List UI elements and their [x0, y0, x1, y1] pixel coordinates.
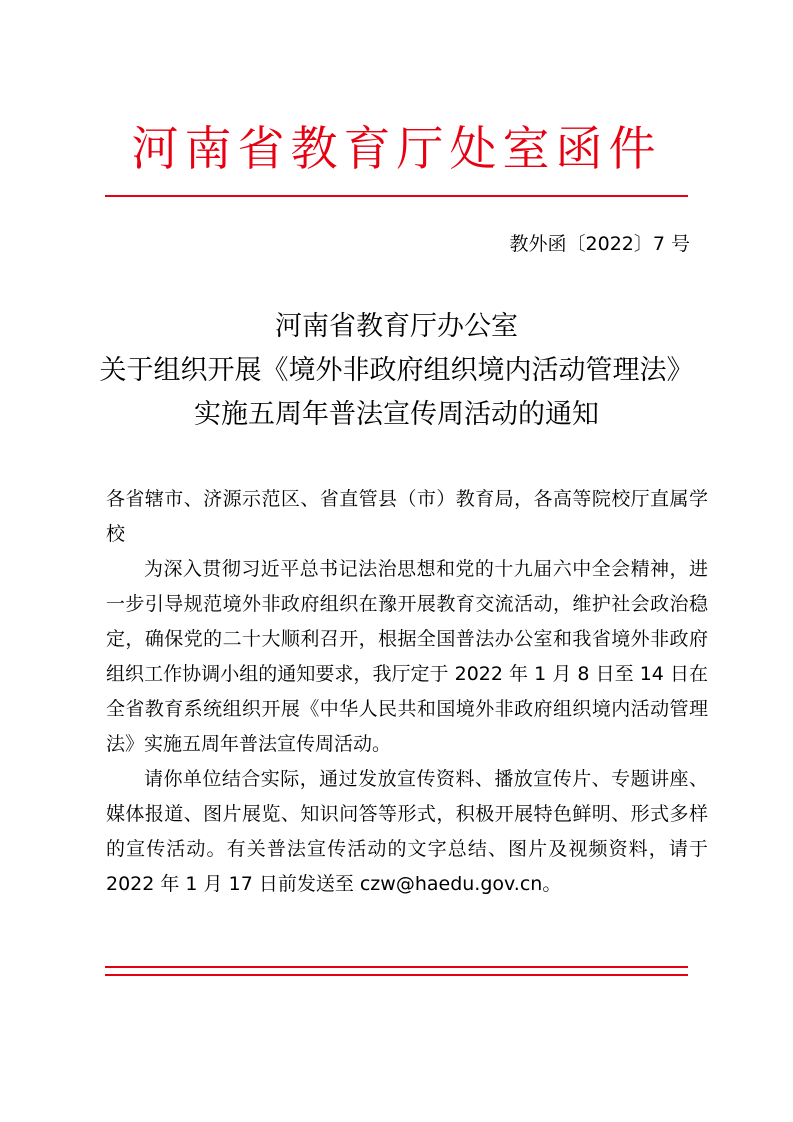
- body-paragraph-1: 为深入贯彻习近平总书记法治思想和党的十九届六中全会精神，进一步引导规范境外非政府组织在豫开展教育交流活动，维护社会政治稳定，确保党的二十大顺利召开，根据全国普法办公室和我省境外非政府组织工作协调小组的通知要求，我厅定于 2022 年 1 月 8 日至 14 日在全省教育系统组织开展《中华人民共和国境外非政府组织境内活动管理法》实施五周年普法宣传周活动。: [106, 558, 708, 755]
- body-paragraph-2: 请你单位结合实际，通过发放宣传资料、播放宣传片、专题讲座、媒体报道、图片展览、知识问答等形式，积极开展特色鲜明、形式多样的宣传活动。有关普法宣传活动的文字总结、图片及视频资料，请于 2022 年 1 月 17 日前发送至 czw@haedu.gov.cn。: [106, 768, 708, 895]
- letterhead-title: 河南省教育厅处室函件: [131, 122, 662, 177]
- footer-divider-top: [105, 966, 688, 968]
- notice-title: [0, 305, 793, 437]
- header-divider: [105, 195, 688, 197]
- notice-title-line-1: 河南省教育厅办公室: [275, 311, 518, 342]
- notice-title-line-2: 关于组织开展《境外非政府组织境内活动管理法》: [99, 355, 694, 386]
- footer-divider-bottom: [105, 974, 688, 976]
- addressee: 各省辖市、济源示范区、省直管县（市）教育局，各高等院校厅直属学校: [106, 488, 708, 545]
- document-number: 教外函〔2022〕7 号: [509, 233, 690, 255]
- notice-body: [106, 482, 708, 902]
- notice-title-line-3: 实施五周年普法宣传周活动的通知: [194, 399, 599, 430]
